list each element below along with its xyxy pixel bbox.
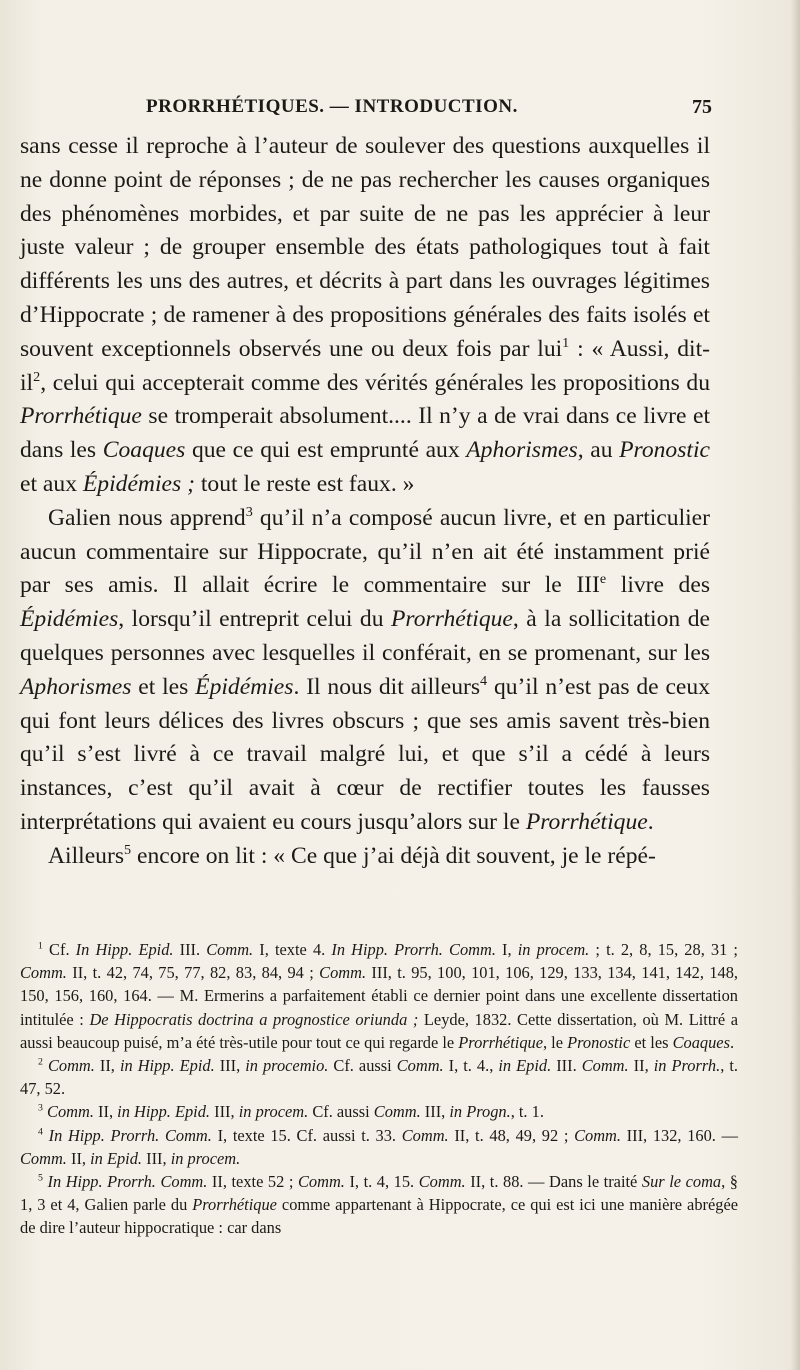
superscript-mark: 5 — [124, 841, 132, 858]
text-span: que ce qui est emprunté aux — [185, 437, 467, 464]
text-span: Cf. aussi — [328, 1056, 397, 1076]
italic-span: Pronostic — [567, 1032, 631, 1052]
text-span: I, — [495, 940, 518, 959]
text-span: et les — [131, 673, 196, 700]
paragraph — [20, 502, 710, 840]
text-span: II, — [93, 1102, 118, 1122]
italic-span: Coaques — [102, 437, 186, 464]
italic-span: Comm. — [373, 1102, 421, 1122]
italic-span: Prorrhétique — [525, 808, 648, 835]
text-span: III, t. 95, 100, 101, 106, 129, 133, 134, 141, 142, 148, 150, 156, 160, 164. — M. Ermerins a parfaitement établi ce dernier point dans une excellente dissertation intitulée : — [20, 963, 739, 1029]
text-span: II, — [628, 1056, 654, 1076]
text-span: et aux — [20, 470, 83, 497]
text-span: , au — [577, 437, 620, 464]
text-span: Galien nous apprend — [48, 504, 246, 531]
italic-span: In Hipp. Prorrh. Comm. — [48, 1125, 212, 1145]
text-span: ; t. 2, 8, 15, 28, 31 ; — [589, 940, 738, 959]
main-text — [20, 130, 710, 874]
running-title: PRORRHÉTIQUES. — INTRODUCTION. — [146, 96, 518, 117]
italic-span: Comm. — [581, 1056, 629, 1076]
italic-span: in procem. — [238, 1102, 309, 1122]
text-span: II, t. 42, 74, 75, 77, 82, 83, 84, 94 ; — [66, 963, 320, 983]
text-span: III, — [214, 1056, 246, 1076]
italic-span: in Epid. — [90, 1148, 143, 1168]
italic-span: in Hipp. Epid. — [117, 1102, 211, 1122]
text-span: III, — [210, 1102, 239, 1122]
text-span: I, texte 15. Cf. aussi t. 33. — [211, 1125, 402, 1145]
italic-span: Coaques — [672, 1032, 730, 1052]
text-span: Leyde, 1832. Cette dissertation, où M. Littré a aussi beaucoup puisé, m’a été très-utile pour tout ce qui regarde le — [20, 1009, 738, 1052]
italic-span: Comm. — [47, 1102, 94, 1122]
footnote — [20, 1170, 738, 1240]
superscript-mark: e — [599, 571, 607, 588]
superscript-mark: 1 — [38, 940, 43, 952]
italic-span: in procem. — [517, 940, 590, 959]
text-span: se tromperait absolument.... Il n’y a de vrai dans ce livre et dans les — [20, 403, 710, 464]
italic-span: in procem. — [170, 1148, 241, 1168]
text-span: III, — [142, 1148, 171, 1168]
superscript-mark: 2 — [38, 1056, 43, 1068]
text-span: III, — [420, 1102, 450, 1122]
text-span: . Il nous dit ailleurs — [293, 673, 481, 700]
text-span: : « Aussi, dit-il — [20, 335, 710, 396]
italic-span: Prorrhétique — [458, 1032, 543, 1052]
page-number: 75 — [692, 96, 712, 118]
italic-span: Comm. — [401, 1125, 449, 1145]
text-span: , t. 47, 52. — [20, 1056, 738, 1099]
text-span: . — [729, 1032, 735, 1052]
text-span: III, 132, 160. — — [620, 1125, 738, 1145]
italic-span: Comm. — [20, 1148, 67, 1168]
text-span: I, t. 4, 15. — [344, 1172, 419, 1192]
italic-span: Épidémies — [195, 673, 294, 700]
italic-span: Sur le coma — [641, 1172, 722, 1192]
italic-span: Comm. — [418, 1172, 466, 1192]
text-span: I, t. 4., — [443, 1056, 499, 1076]
text-span: III. — [551, 1056, 582, 1076]
italic-span: Prorrhétique — [391, 606, 513, 633]
text-span: III. — [173, 940, 207, 959]
italic-span: Prorrhétique — [192, 1195, 277, 1215]
text-span: qu’il n’est pas de ceux qui font leurs délices des livres obscurs ; que ses amis savent très-bien qu’il s’est livré à ce travail malgré lui, et que s’il a cédé à leurs instances, c’est qu’il avait à cœur de rectifier toutes les fausses interprétations qui avaient eu cours jusqu’alors sur le — [20, 673, 710, 835]
superscript-mark: 5 — [38, 1172, 43, 1184]
text-span: , lorsqu’il entreprit celui du — [118, 606, 391, 633]
italic-span: in procemio. — [245, 1056, 329, 1076]
paragraph — [20, 840, 710, 874]
text-span: , celui qui accepterait comme des vérités générales les propositions du — [40, 369, 710, 396]
superscript-mark: 3 — [38, 1102, 43, 1114]
footnote — [20, 938, 738, 1054]
text-span: Ailleurs — [48, 842, 125, 869]
italic-span: Prorrhétique — [20, 403, 142, 430]
text-span: et les — [630, 1032, 673, 1052]
text-span: , t. 1. — [510, 1102, 544, 1122]
text-span: sans cesse il reproche à l’auteur de soulever des questions auxquelles il ne donne point de réponses ; de ne pas rechercher les causes organiques des phénomènes morbides, et par suite de ne pas les apprécier à leur juste valeur ; de grouper ensemble des états pathologiques tout à fait différents les uns des autres, et décrits à part dans les ouvrages légitimes d’Hippocrate ; de ramener à des propositions générales des faits isolés et souvent exceptionnels observés une ou deux fois par lui — [20, 133, 710, 362]
text-span: . — [647, 808, 654, 835]
text-span: Cf. aussi — [308, 1102, 374, 1122]
text-span: II, texte 52 ; — [207, 1172, 298, 1192]
italic-span: in Hipp. Epid. — [119, 1056, 215, 1076]
page-edge-shadow — [790, 0, 800, 1370]
running-header — [146, 96, 712, 126]
superscript-mark: 3 — [245, 503, 253, 520]
superscript-mark: 4 — [480, 672, 488, 689]
italic-span: Épidémies ; — [82, 470, 195, 497]
text-span: , à la sollicitation de quelques personnes avec lesquelles il conférait, en se promenant, sur les — [20, 606, 710, 666]
text-span: encore on lit : « Ce que j’ai déjà dit souvent, je le répé- — [131, 842, 656, 869]
italic-span: De Hippocratis doctrina a prognostice oriunda ; — [89, 1009, 419, 1029]
text-span: Cf. — [42, 940, 76, 959]
footnote — [20, 1124, 738, 1170]
italic-span: Comm. — [574, 1125, 621, 1145]
italic-span: in Prorrh. — [653, 1056, 721, 1076]
italic-span: in Epid. — [498, 1056, 552, 1076]
superscript-mark: 1 — [562, 334, 570, 351]
italic-span: In Hipp. Prorrh. Comm. — [331, 940, 496, 959]
paragraph — [20, 130, 710, 502]
italic-span: Comm. — [396, 1056, 444, 1076]
text-span: qu’il n’a composé aucun livre, et en particulier aucun commentaire sur Hippocrate, qu’il n’en ait été instamment prié par ses amis. Il allait écrire le commentaire sur le III — [20, 504, 711, 599]
text-span: II, t. 48, 49, 92 ; — [448, 1125, 575, 1145]
text-span: II, t. 88. — Dans le traité — [465, 1172, 642, 1192]
text-span: comme appartenant à Hippocrate, ce qui est ici une manière abrégée de dire l’auteur hippocratique : car dans — [20, 1195, 738, 1238]
italic-span: In Hipp. Epid. — [75, 940, 174, 959]
italic-span: Pronostic — [619, 437, 710, 464]
text-span: II, — [94, 1056, 120, 1076]
superscript-mark: 4 — [38, 1126, 43, 1138]
italic-span: Comm. — [319, 963, 367, 983]
text-span: livre des — [606, 572, 711, 599]
italic-span: Épidémies — [20, 606, 119, 633]
footnote — [20, 1054, 738, 1100]
italic-span: Aphorismes — [20, 673, 132, 700]
text-span: , le — [542, 1032, 568, 1052]
text-span: II, — [66, 1148, 91, 1168]
italic-span: Comm. — [206, 940, 254, 959]
italic-span: Comm. — [20, 963, 67, 983]
italic-span: Comm. — [298, 1172, 345, 1192]
text-span: I, texte 4. — [253, 940, 332, 959]
italic-span: Aphorismes — [466, 437, 578, 464]
footnote — [20, 1100, 738, 1123]
italic-span: in Progn. — [449, 1102, 511, 1122]
footnotes — [20, 938, 738, 1240]
text-span: , § 1, 3 et 4, Galien parle du — [20, 1172, 738, 1215]
text-span: tout le reste est faux. » — [194, 470, 415, 497]
italic-span: In Hipp. Prorrh. Comm. — [47, 1172, 208, 1192]
italic-span: Comm. — [47, 1056, 95, 1076]
superscript-mark: 2 — [33, 368, 41, 385]
